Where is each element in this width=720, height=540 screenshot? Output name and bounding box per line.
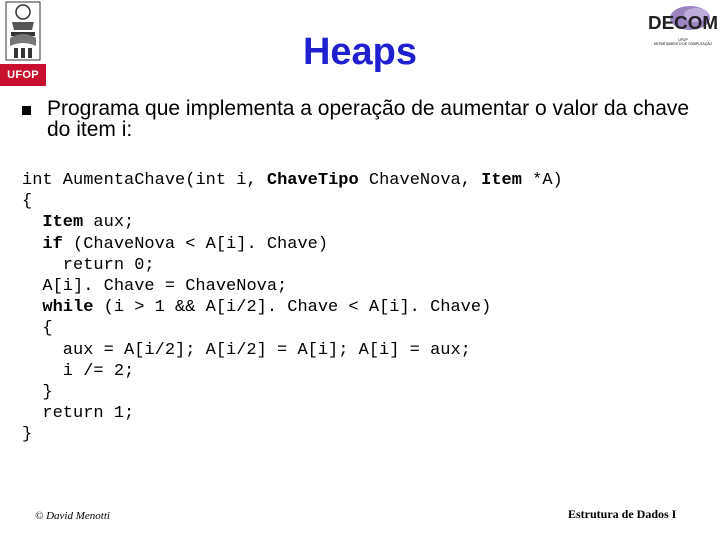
code-token: } [22,383,53,403]
code-line [22,382,563,403]
code-line [22,361,563,382]
code-line [22,318,563,339]
code-token: i, [226,171,267,190]
code-token: (i > 1 && A[i/2]. Chave < A[i]. Chave) [93,298,492,318]
code-token [22,235,42,254]
code-token: Aumenta [52,171,135,190]
code-token: Chave [368,171,420,190]
code-token: return 0; [22,255,155,275]
code-keyword: Item [42,213,84,233]
code-token [22,298,42,317]
footer-author: © David Menotti [35,510,110,522]
code-token: (Chave [62,234,135,254]
decom-subtitle-dept: DEPARTAMENTO DE COMPUTAÇÃO [653,42,713,46]
code-line [22,255,563,276]
code-line [22,403,563,424]
code-line [22,191,563,212]
code-token: A[i]. Chave = Chave [22,277,237,297]
code-token: int [195,171,227,190]
code-line [22,212,563,233]
slide-title: Heaps [302,31,418,73]
code-keyword: if [42,234,63,254]
code-line [22,234,563,255]
code-token: { [22,192,33,212]
code-token: int [22,171,53,190]
code-line [22,340,563,361]
footer-course: Estrutura de Dados I [568,507,677,521]
code-token [22,213,42,232]
code-token: aux = A[i/2]; A[i/2] = A[i]; A[i] = aux; [22,340,471,360]
code-token: { [22,319,53,339]
code-line [22,424,563,445]
code-token: return 1; [22,404,135,424]
code-token: Nova; [236,277,288,297]
code-keyword: Chave [266,171,318,190]
code-keyword: Item [481,171,522,190]
code-token: Nova, [419,171,482,190]
code-token: ( [185,171,196,190]
code-token: Chave [134,171,186,190]
code-token: *A) [521,171,563,190]
code-token: aux; [83,213,135,233]
bullet-square-icon [22,106,31,115]
code-token: Nova < A[i]. Chave) [134,234,329,254]
decom-wordmark: DECOM [648,13,718,33]
bullet-text: Programa que implementa a operação de aumentar o valor da chave do item i: [47,97,690,141]
code-token [359,171,369,190]
decom-subtitle-ufop: UFOP [678,38,688,42]
code-keyword: Tipo [317,171,359,190]
code-line [22,170,563,191]
code-block [22,170,563,446]
code-token: } [22,425,33,445]
ufop-logo-label: UFOP [0,64,46,86]
code-token: i /= 2; [22,361,135,381]
code-line [22,276,563,297]
code-line [22,297,563,318]
code-keyword: while [42,298,94,318]
